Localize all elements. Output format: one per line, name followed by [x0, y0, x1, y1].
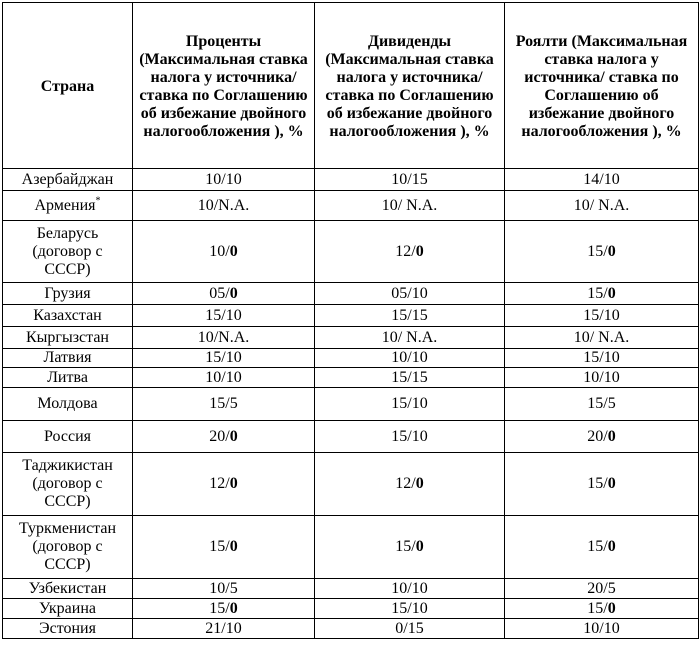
royalties-rate: 14/10	[583, 170, 620, 188]
country-cell	[3, 599, 133, 619]
table-row	[3, 327, 699, 349]
table-row	[3, 599, 699, 619]
country-name: Таджикистан (договор с СССР)	[22, 457, 113, 510]
royalties-rate: 15/	[587, 538, 608, 555]
royalties-treaty-rate: 0	[607, 475, 616, 492]
royalties-cell	[505, 349, 699, 368]
interest-rate: 10/	[209, 242, 230, 260]
dividends-rate: 15/10	[391, 599, 428, 617]
country-cell	[3, 619, 133, 639]
interest-cell	[133, 579, 315, 599]
dividends-rate: 10/ N.A.	[381, 196, 438, 214]
table-row	[3, 579, 699, 599]
interest-treaty-rate: 0	[229, 475, 238, 492]
interest-rate: 15/5	[209, 395, 238, 412]
table-row	[3, 453, 699, 516]
dividends-cell	[315, 349, 505, 368]
table-row	[3, 619, 699, 639]
interest-rate: 10/N.A.	[197, 196, 250, 214]
interest-treaty-rate: 0	[229, 538, 238, 555]
table-row	[3, 421, 699, 453]
interest-cell	[133, 516, 315, 579]
dividends-treaty-rate: 0	[415, 475, 424, 492]
royalties-rate: 15/	[587, 242, 608, 260]
table-row	[3, 388, 699, 421]
header-row	[3, 3, 699, 169]
royalties-cell	[505, 191, 699, 221]
interest-rate: 10/N.A.	[197, 328, 250, 346]
footnote-mark: *	[95, 195, 101, 207]
royalties-treaty-rate: 0	[607, 427, 616, 445]
dividends-cell	[315, 368, 505, 388]
dividends-rate: 15/	[395, 538, 416, 555]
royalties-cell	[505, 453, 699, 516]
country-name: Латвия	[43, 349, 92, 366]
royalties-rate: 10/10	[583, 368, 620, 386]
table-row	[3, 305, 699, 327]
interest-cell	[133, 453, 315, 516]
dividends-rate: 12/	[395, 475, 416, 492]
dividends-cell	[315, 388, 505, 421]
header-royalties: Роялти (Максимальная ставка налога у источника/ ставка по Соглашению об избежание двойного налогообложения ), %	[505, 3, 699, 169]
country-name: Казахстан	[33, 306, 102, 324]
dividends-rate: 10/15	[391, 170, 428, 188]
royalties-treaty-rate: 0	[607, 284, 616, 302]
dividends-cell	[315, 221, 505, 283]
royalties-rate: 15/10	[583, 306, 620, 324]
royalties-rate: 15/5	[587, 395, 616, 412]
country-name: Украина	[38, 599, 97, 617]
royalties-treaty-rate: 0	[607, 242, 616, 260]
royalties-rate: 10/10	[583, 619, 620, 637]
table-row	[3, 191, 699, 221]
header-dividends: Дивиденды (Максимальная ставка налога у источника/ ставка по Соглашению об избежание двойного налогообложения ), %	[315, 3, 505, 169]
interest-cell	[133, 421, 315, 453]
country-name: Армения	[34, 196, 96, 214]
dividends-cell	[315, 327, 505, 349]
royalties-treaty-rate: 0	[607, 538, 616, 555]
dividends-cell	[315, 283, 505, 305]
dividends-rate: 15/15	[391, 306, 428, 324]
royalties-cell	[505, 599, 699, 619]
country-name: Молдова	[37, 395, 98, 412]
interest-treaty-rate: 0	[229, 242, 238, 260]
interest-cell	[133, 283, 315, 305]
royalties-rate: 15/10	[583, 349, 620, 366]
interest-rate: 15/10	[205, 349, 242, 366]
royalties-cell	[505, 169, 699, 191]
interest-cell	[133, 368, 315, 388]
dividends-cell	[315, 421, 505, 453]
dividends-cell	[315, 619, 505, 639]
royalties-treaty-rate: 0	[607, 599, 616, 617]
country-name: Грузия	[44, 284, 91, 302]
country-cell	[3, 421, 133, 453]
interest-cell	[133, 599, 315, 619]
country-name: Азербайджан	[21, 170, 114, 188]
country-cell	[3, 579, 133, 599]
interest-rate: 15/10	[205, 306, 242, 324]
royalties-rate: 15/	[587, 599, 608, 617]
country-name: Литва	[47, 368, 88, 386]
royalties-rate: 20/5	[587, 579, 616, 597]
interest-treaty-rate: 0	[229, 427, 238, 445]
dividends-rate: 10/10	[391, 579, 428, 597]
royalties-rate: 15/	[587, 475, 608, 492]
country-cell	[3, 169, 133, 191]
royalties-rate: 10/ N.A.	[573, 196, 630, 214]
royalties-cell	[505, 619, 699, 639]
dividends-treaty-rate: 0	[415, 538, 424, 555]
royalties-cell	[505, 368, 699, 388]
interest-rate: 10/10	[205, 368, 242, 386]
interest-rate: 10/5	[209, 579, 238, 597]
royalties-cell	[505, 388, 699, 421]
country-cell	[3, 327, 133, 349]
dividends-cell	[315, 599, 505, 619]
royalties-cell	[505, 283, 699, 305]
interest-rate: 12/	[209, 475, 230, 492]
royalties-cell	[505, 579, 699, 599]
dividends-rate: 10/ N.A.	[381, 328, 438, 346]
table-row	[3, 516, 699, 579]
country-name: Туркменистан (договор с СССР)	[18, 520, 117, 573]
country-cell	[3, 368, 133, 388]
dividends-cell	[315, 305, 505, 327]
dividends-rate: 15/10	[391, 427, 428, 445]
royalties-cell	[505, 221, 699, 283]
country-cell	[3, 283, 133, 305]
dividends-rate: 15/15	[391, 368, 428, 386]
royalties-cell	[505, 421, 699, 453]
interest-cell	[133, 305, 315, 327]
royalties-cell	[505, 327, 699, 349]
interest-cell	[133, 169, 315, 191]
dividends-rate: 10/10	[391, 349, 428, 366]
interest-rate: 05/	[209, 284, 230, 302]
interest-cell	[133, 327, 315, 349]
interest-cell	[133, 191, 315, 221]
table-row	[3, 368, 699, 388]
dividends-treaty-rate: 0	[415, 242, 424, 260]
royalties-rate: 20/	[587, 427, 608, 445]
table-row	[3, 283, 699, 305]
country-cell	[3, 305, 133, 327]
country-cell	[3, 349, 133, 368]
tax-rates-table	[2, 2, 699, 639]
interest-cell	[133, 221, 315, 283]
dividends-cell	[315, 516, 505, 579]
table-row	[3, 221, 699, 283]
royalties-rate: 10/ N.A.	[573, 328, 630, 346]
interest-treaty-rate: 0	[229, 284, 238, 302]
interest-rate: 21/10	[205, 619, 242, 637]
royalties-cell	[505, 516, 699, 579]
country-cell	[3, 388, 133, 421]
dividends-rate: 05/10	[391, 284, 428, 302]
interest-rate: 15/	[209, 599, 230, 617]
interest-rate: 10/10	[205, 170, 242, 188]
header-country: Страна	[3, 3, 133, 169]
dividends-cell	[315, 169, 505, 191]
royalties-cell	[505, 305, 699, 327]
country-name: Кыргызстан	[25, 328, 109, 346]
dividends-rate: 15/10	[391, 395, 428, 412]
dividends-rate: 0/15	[395, 619, 424, 637]
country-name: Россия	[43, 427, 92, 445]
interest-cell	[133, 619, 315, 639]
interest-cell	[133, 349, 315, 368]
country-name: Эстония	[39, 619, 96, 637]
royalties-rate: 15/	[587, 284, 608, 302]
table-row	[3, 169, 699, 191]
interest-rate: 15/	[209, 538, 230, 555]
interest-cell	[133, 388, 315, 421]
country-cell	[3, 191, 133, 221]
country-name: Узбекистан	[28, 579, 107, 597]
country-cell	[3, 453, 133, 516]
dividends-cell	[315, 453, 505, 516]
dividends-rate: 12/	[395, 242, 416, 260]
dividends-cell	[315, 579, 505, 599]
table-row	[3, 349, 699, 368]
country-cell	[3, 221, 133, 283]
country-name: Беларусь (договор с СССР)	[32, 224, 103, 278]
header-interest: Проценты (Максимальная ставка налога у источника/ ставка по Соглашению об избежание двойного налогообложения ), %	[133, 3, 315, 169]
country-cell	[3, 516, 133, 579]
dividends-cell	[315, 191, 505, 221]
interest-treaty-rate: 0	[229, 599, 238, 617]
interest-rate: 20/	[209, 427, 230, 445]
